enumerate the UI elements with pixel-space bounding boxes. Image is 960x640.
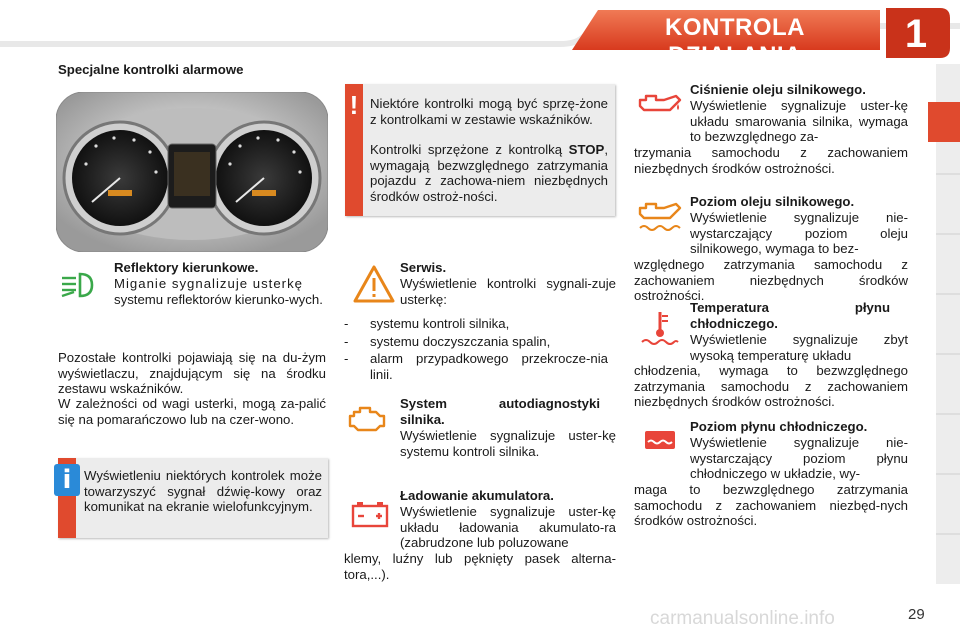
oil-level-icon [636,200,682,234]
service-list [344,316,616,382]
service-warning-icon [352,264,396,304]
oil-pressure-title: Ciśnienie oleju silnikowego. [690,82,866,97]
watermark: carmanualsonline.info [650,608,835,629]
battery-text-a: Wyświetlenie sygnalizuje uster-kę układu ładowania akumulato-ra (zabrudzone lub poluzowane [400,504,616,551]
info-note-box [58,458,328,538]
coolant-level-text-b: maga to bezwzględnego zatrzymania samochodu z zachowaniem niezbęd-nych środków ostrożności. [634,482,908,529]
coolant-level-title: Poziom płynu chłodniczego. [690,419,868,434]
instrument-cluster-image [56,92,328,252]
coolant-temp-text-b: chłodzenia, wymaga to bezwzględnego zatrzymania samochodu z zachowaniem niezbędnych środków ostrożności. [634,363,908,410]
service-title: Serwis. [400,260,447,275]
headlights-text: systemu reflektorów kierunko-wych. [114,292,323,307]
engine-text: Wyświetlenie sygnalizuje uster-kę systemu kontroli silnika. [400,428,616,459]
coolant-temp-text-a: Wyświetlenie sygnalizuje zbyt wysoką temperaturę układu [690,332,908,363]
oil-level-title: Poziom oleju silnikowego. [690,194,855,209]
battery-icon [350,500,390,528]
page-title: KONTROLA DZIAŁANIA [665,14,805,69]
info-note-text: Wyświetleniu niektórych kontrolek może towarzyszyć sygnał dźwię-kowy oraz komunikat na ekranie wielofunkcyjnym. [84,468,322,515]
battery-title: Ładowanie akumulatora. [400,488,554,503]
warning-note-p2 [370,142,608,204]
severity-paragraph: W zależności od wagi usterki, mogą za-palić się na pomarańczowo lub na czer-wono. [58,396,326,427]
oil-level-text-b: względnego zatrzymania samochodu z zachowaniem niezbędnych środków ostrożności. [634,257,908,304]
warning-note-p2-b: , wymagają bezwzględnego zatrzymania pojazdu z zachowa-niem niezbędnych środków ostroż-ności. [370,142,609,204]
coolant-temp-icon [640,308,680,346]
other-warnings-paragraph: Pozostałe kontrolki pojawiają się na du-żym wyświetlaczu, znajdującym się na środku zestawu wskaźników. [58,350,326,397]
list-item: - alarm przypadkowego przekrocze-nia linii. [344,351,608,382]
list-item: - systemu kontroli silnika, [344,316,510,331]
warning-note-p2-a: Kontrolki sprzężone z kontrolką [370,142,563,157]
chapter-tabs [928,64,960,584]
battery-text-b: klemy, luźny lub pęknięty pasek alterna-tora,...). [344,551,616,582]
oil-pressure-icon [636,92,682,116]
direction-headlamp-icon [56,270,96,300]
coolant-level-icon [642,428,678,452]
headlights-text-first: Miganie sygnalizuje usterkę [114,276,303,291]
coolant-temp-title: Temperatura płynu chłodniczego. [690,300,890,331]
coolant-level-text-a: Wyświetlenie sygnalizuje nie-wystarczający poziom płynu chłodniczego w układzie, wy- [690,435,908,482]
exclamation-icon: ! [349,90,359,120]
oil-pressure-text-b: trzymania samochodu z zachowaniem niezbędnych środków ostrożności. [634,145,908,176]
section-title: Specjalne kontrolki alarmowe [58,62,244,77]
warning-note-p1: Niektóre kontrolki mogą być sprzę-żone z kontrolkami w zestawie wskaźników. [370,96,608,127]
chapter-number: 1 [904,12,928,56]
list-item: - systemu doczyszczania spalin, [344,333,551,349]
engine-title: System autodiagnostyki silnika. [400,396,600,427]
engine-check-icon [346,404,390,434]
info-icon: i [54,464,80,496]
service-text: Wyświetlenie kontrolki sygnali-zuje usterkę: [400,276,616,307]
stop-word: STOP [568,142,605,157]
page-number: 29 [908,606,925,623]
headlights-title: Reflektory kierunkowe. [114,260,259,275]
warning-note-box [345,84,615,216]
oil-pressure-text-a: Wyświetlenie sygnalizuje uster-kę układu smarowania silnika, wymaga to bezwzględnego za- [690,98,908,145]
oil-level-text-a: Wyświetlenie sygnalizuje nie-wystarczający poziom oleju silnikowego, wymaga to bez- [690,210,908,257]
